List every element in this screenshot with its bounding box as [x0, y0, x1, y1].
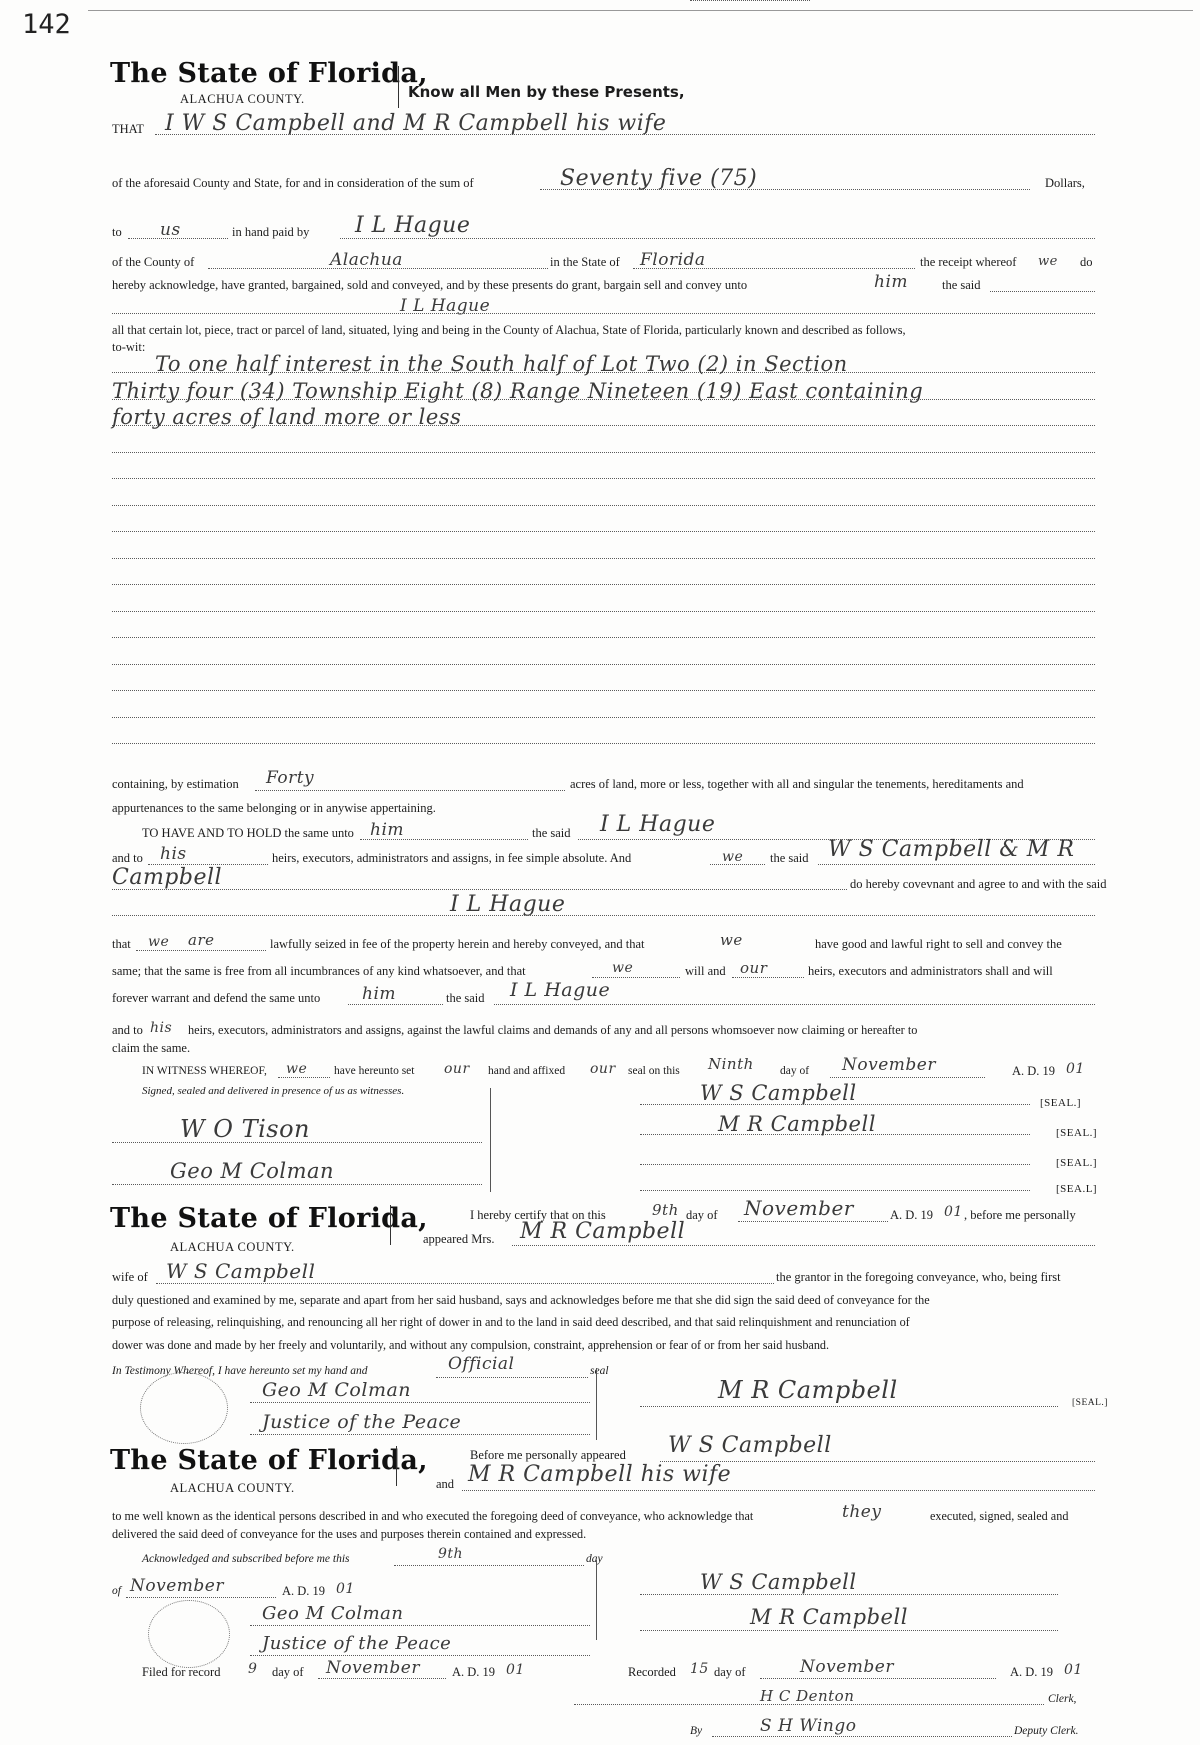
they-handwritten: they — [842, 1502, 882, 1522]
covenant-text: do hereby covevnant and agree to and with the said — [850, 877, 1107, 891]
and-handwritten: we — [722, 849, 744, 865]
seal-3: [SEAL.] — [1056, 1157, 1098, 1169]
witness-1-line — [112, 1142, 482, 1143]
receipt-label: the receipt whereof — [920, 255, 1017, 269]
ack-officer-line-2 — [250, 1655, 590, 1656]
grantors-handwritten: I W S Campbell and M R Campbell his wife — [165, 111, 667, 136]
officer-line-2 — [250, 1434, 590, 1435]
paid-by-label: in hand paid by — [232, 225, 310, 239]
paid-by-handwritten: I L Hague — [355, 213, 471, 238]
deputy-clerk-label: Deputy Clerk. — [1014, 1725, 1079, 1737]
person-2-line — [462, 1490, 1095, 1491]
iw-day-of-label: day of — [780, 1065, 810, 1077]
wife-signature: M R Campbell — [718, 1376, 898, 1404]
testimony-divider — [596, 1368, 597, 1440]
covenantors-handwritten-1: W S Campbell & M R — [828, 837, 1075, 862]
acres-handwritten: Forty — [266, 768, 315, 788]
covenant-line — [112, 889, 847, 890]
witness-divider — [490, 1088, 491, 1192]
filed-year-handwritten: 01 — [506, 1662, 525, 1678]
acknowledge-text: hereby acknowledge, have granted, bargained, sold and conveyed, and by these presents do grant, bargain sell and convey unto — [112, 278, 748, 292]
husband-handwritten: W S Campbell — [166, 1259, 316, 1283]
appeared-label: appeared Mrs. — [423, 1232, 495, 1246]
do-label: do — [1080, 255, 1093, 269]
dower-body-2: purpose of releasing, relinquishing, and renouncing all her right of dower in and to the land in said deed described, and that said relinquishment and renunciation of — [112, 1315, 910, 1329]
good-right-text: have good and lawful right to sell and convey the — [815, 937, 1062, 951]
iw-handwritten-2: our — [444, 1061, 470, 1077]
description-ruled-line — [112, 558, 1095, 559]
dower-before-me: , before me personally — [964, 1208, 1076, 1222]
county-heading: ALACHUA COUNTY. — [180, 92, 305, 106]
forever-text: forever warrant and defend the same unto — [112, 991, 321, 1005]
grantor-text: the grantor in the foregoing conveyance, who, being first — [776, 1270, 1061, 1284]
state-heading: The State of Florida, — [110, 58, 428, 89]
habendum-handwritten: him — [370, 820, 405, 840]
acres-line — [255, 790, 565, 791]
witness-2-line — [112, 1184, 482, 1185]
to-wit-label: to-wit: — [112, 340, 146, 354]
description-ruled-line — [112, 584, 1095, 585]
grantor-2-signature: M R Campbell — [718, 1112, 876, 1136]
testimony-handwritten: Official — [448, 1354, 515, 1374]
officer-line-1 — [250, 1402, 590, 1403]
description-ruled-line — [112, 717, 1095, 718]
dower-month-line — [738, 1221, 888, 1222]
dower-officer-signature: Geo M Colman — [262, 1379, 412, 1401]
in-witness-label: IN WITNESS WHEREOF, — [142, 1065, 267, 1077]
appeared-handwritten: M R Campbell — [520, 1219, 686, 1244]
ack-grantor-2-signature: M R Campbell — [750, 1605, 908, 1629]
dower-day-handwritten: 9th — [652, 1201, 679, 1219]
ack-before-me-text: Before me personally appeared — [470, 1448, 626, 1462]
consideration-text: of the aforesaid County and State, for and in consideration of the sum of — [112, 176, 474, 190]
signed-sealed-text: Signed, sealed and delivered in presence of us as witnesses. — [142, 1085, 405, 1097]
witness-2-signature: Geo M Colman — [170, 1159, 335, 1183]
description-ruled-line — [112, 664, 1095, 665]
description-line-2: Thirty four (34) Township Eight (8) Range Nineteen (19) East containing — [112, 379, 924, 403]
covenantors-line — [818, 864, 1095, 865]
acknowledged-text: Acknowledged and subscribed before me this — [142, 1553, 350, 1565]
iw-month-handwritten: November — [842, 1055, 936, 1075]
description-ruled-line — [112, 531, 1095, 532]
person-1-handwritten: W S Campbell — [668, 1433, 832, 1458]
person-2-handwritten: M R Campbell his wife — [468, 1462, 732, 1487]
sum-handwritten: Seventy five (75) — [560, 166, 758, 191]
witness-1-signature: W O Tison — [180, 1115, 311, 1143]
heading-brace — [398, 66, 399, 108]
unto-handwritten: him — [874, 272, 909, 292]
testimony-seal-word: seal — [590, 1365, 609, 1377]
that-handwritten-1: we — [148, 934, 170, 950]
appeared-line — [512, 1245, 1095, 1246]
county-handwritten: Alachua — [330, 250, 403, 270]
seal-1: [SEAL.] — [1040, 1097, 1082, 1109]
notary-seal-1 — [140, 1372, 228, 1444]
his-2-handwritten: his — [150, 1020, 173, 1036]
ack-ad: A. D. 19 — [282, 1584, 326, 1598]
recorded-day-of: day of — [714, 1665, 746, 1679]
testimony-text: In Testimony Whereof, I have hereunto set my hand and — [112, 1365, 368, 1377]
ack-and-label: and — [436, 1477, 455, 1491]
dower-day-of: day of — [686, 1208, 718, 1222]
covenant-grantee-line — [112, 915, 1095, 916]
will-and-label: will and — [685, 964, 726, 978]
ack-day-label: day — [586, 1553, 603, 1565]
and-to-label: and to — [112, 851, 143, 865]
sig-line-1 — [640, 1104, 1030, 1105]
dower-state-heading: The State of Florida, — [110, 1203, 428, 1234]
testimony-line — [436, 1377, 588, 1378]
by-label: By — [690, 1725, 703, 1737]
ack-brace — [396, 1446, 397, 1486]
all-that-text: all that certain lot, piece, tract or parcel of land, situated, lying and being in the County of Alachua, State of Florida, particularly known and described as follows, — [112, 323, 906, 337]
description-ruled-line — [112, 743, 1095, 744]
in-state-label: in the State of — [550, 255, 620, 269]
dower-officer-title: Justice of the Peace — [262, 1411, 462, 1433]
forever-said-label: the said — [446, 991, 485, 1005]
filed-ad: A. D. 19 — [452, 1665, 496, 1679]
seized-text: lawfully seized in fee of the property herein and hereby conveyed, and that — [270, 937, 645, 951]
ack-day-handwritten: 9th — [438, 1546, 464, 1562]
paid-by-line — [340, 238, 1095, 239]
habendum-said-label: the said — [532, 826, 571, 840]
delivered-text: delivered the said deed of conveyance for the uses and purposes therein contained and expressed. — [112, 1527, 587, 1541]
description-ruled-line — [112, 478, 1095, 479]
grantor-1-signature: W S Campbell — [700, 1081, 857, 1105]
iw-year-handwritten: 01 — [1066, 1061, 1085, 1077]
description-line-3: forty acres of land more or less — [112, 405, 462, 429]
filed-month-handwritten: November — [326, 1658, 420, 1678]
to-handwritten: us — [160, 220, 181, 240]
seal-2: [SEAL.] — [1056, 1127, 1098, 1139]
seal-4: [SEA.L] — [1056, 1183, 1098, 1195]
ack-month-handwritten: November — [130, 1576, 224, 1596]
covenantors-handwritten-2: Campbell — [112, 865, 223, 890]
description-ruled-line — [112, 452, 1095, 453]
page-top-rule — [88, 10, 1193, 11]
habendum-label: TO HAVE AND TO HOLD the same unto — [142, 826, 354, 840]
ack-grantor-1-signature: W S Campbell — [700, 1570, 857, 1594]
recorded-month-handwritten: November — [800, 1657, 894, 1677]
deputy-line — [712, 1736, 1012, 1737]
acres-text: acres of land, more or less, together with all and singular the tenements, hereditaments and — [570, 777, 1024, 791]
ack-state-heading: The State of Florida, — [110, 1445, 428, 1476]
ack-county-heading: ALACHUA COUNTY. — [170, 1481, 295, 1495]
ack-divider — [596, 1560, 597, 1640]
sig-line-4 — [640, 1190, 1030, 1191]
description-ruled-line — [112, 690, 1095, 691]
ack-officer-line-1 — [250, 1625, 590, 1626]
description-ruled-line — [112, 637, 1095, 638]
know-all-men: Know all Men by these Presents, — [408, 83, 685, 101]
wife-seal: [SEAL.] — [1072, 1398, 1108, 1408]
free-from-text: same; that the same is free from all incumbrances of any kind whatsoever, and that — [112, 964, 526, 978]
containing-label: containing, by estimation — [112, 777, 239, 791]
to-label: to — [112, 225, 122, 239]
dower-body-3: dower was done and made by her freely and voluntarily, and without any compulsion, constraint, apprehension or fear of or from her said husband. — [112, 1338, 830, 1352]
state-handwritten: Florida — [640, 250, 706, 270]
heirs-fee-text: heirs, executors, administrators and assigns, in fee simple absolute. And — [272, 851, 632, 865]
dower-county-heading: ALACHUA COUNTY. — [170, 1240, 295, 1254]
iw-ad-label: A. D. 19 — [1012, 1064, 1056, 1078]
description-ruled-line — [112, 505, 1095, 506]
appurtenances-text: appurtenances to the same belonging or in anywise appertaining. — [112, 801, 436, 815]
iw-handwritten-3: our — [590, 1061, 616, 1077]
dower-year-handwritten: 01 — [944, 1204, 963, 1220]
notary-seal-2 — [148, 1600, 230, 1668]
well-known-text: to me well known as the identical persons described in and who executed the foregoing deed of conveyance, who acknowledge that — [112, 1509, 754, 1523]
executed-text: executed, signed, sealed and — [930, 1509, 1069, 1523]
seal-on-text: seal on this — [628, 1065, 680, 1077]
ack-year-handwritten: 01 — [336, 1581, 355, 1597]
clerk-signature: H C Denton — [760, 1687, 855, 1705]
page-number: 142 — [22, 9, 71, 40]
certify-text: I hereby certify that on this — [470, 1208, 606, 1222]
recorded-year-handwritten: 01 — [1064, 1662, 1083, 1678]
filed-day-handwritten: 9 — [248, 1661, 258, 1677]
ack-officer-signature: Geo M Colman — [262, 1603, 404, 1624]
recorded-label: Recorded — [628, 1665, 676, 1679]
grantee-line — [112, 313, 1095, 314]
receipt-handwritten: we — [1038, 254, 1058, 269]
ack-sig-line-2 — [640, 1630, 1058, 1631]
recorded-ad: A. D. 19 — [1010, 1665, 1054, 1679]
dollars-label: Dollars, — [1045, 176, 1085, 190]
wife-signature-line — [640, 1406, 1058, 1407]
that-label: THAT — [112, 122, 144, 136]
iw-day-handwritten: Ninth — [708, 1055, 754, 1073]
dower-month-handwritten: November — [744, 1196, 854, 1220]
recorded-day-handwritten: 15 — [690, 1661, 709, 1677]
clerk-label: Clerk, — [1048, 1693, 1077, 1705]
that-handwritten-2: are — [188, 931, 215, 949]
deputy-signature: S H Wingo — [760, 1716, 857, 1736]
hand-affixed-text: hand and affixed — [488, 1065, 566, 1077]
forever-handwritten: him — [362, 984, 397, 1004]
the-said-line — [990, 291, 1095, 292]
ack-of-label: of — [112, 1585, 121, 1597]
dower-body-1: duly questioned and examined by me, separate and apart from her said husband, says and acknowledges before me that she did sign the said deed of conveyance for the — [112, 1293, 930, 1307]
grantee-handwritten: I L Hague — [400, 296, 491, 316]
forever-grantee-handwritten: I L Hague — [510, 979, 611, 1001]
heirs-exec-text: heirs, executors and administrators shall and will — [808, 964, 1053, 978]
dower-brace — [390, 1205, 391, 1245]
ack-day-line — [394, 1565, 584, 1566]
seized-we-line — [690, 0, 810, 1]
forever-grantee-line — [494, 1004, 1095, 1005]
habendum-grantee-handwritten: I L Hague — [600, 812, 716, 837]
iw-month-line — [830, 1077, 985, 1078]
sig-line-3 — [640, 1164, 1030, 1165]
his-handwritten: his — [160, 844, 187, 864]
of-county-label: of the County of — [112, 255, 195, 269]
covenant-grantee-handwritten: I L Hague — [450, 892, 566, 917]
that-text-label: that — [112, 937, 131, 951]
free-handwritten-2: our — [740, 959, 768, 977]
dower-ad: A. D. 19 — [890, 1208, 934, 1222]
and-said-label: the said — [770, 851, 809, 865]
description-line-1: To one half interest in the South half of Lot Two (2) in Section — [155, 352, 848, 376]
ack-officer-title: Justice of the Peace — [262, 1633, 452, 1654]
free-handwritten-1: we — [612, 960, 634, 976]
the-said-label: the said — [942, 278, 981, 292]
wife-of-label: wife of — [112, 1270, 148, 1284]
husband-line — [156, 1283, 774, 1284]
filed-label: Filed for record — [142, 1665, 221, 1679]
hereunto-text: have hereunto set — [334, 1065, 415, 1077]
filed-day-of: day of — [272, 1665, 304, 1679]
iw-handwritten-1: we — [286, 1061, 308, 1077]
against-text: heirs, executors, administrators and assigns, against the lawful claims and demands of any and all persons whomsoever now claiming or hereafter to — [188, 1023, 918, 1037]
claim-text: claim the same. — [112, 1041, 191, 1055]
ack-sig-line-1 — [640, 1594, 1058, 1595]
description-ruled-line — [112, 611, 1095, 612]
sig-line-2 — [640, 1134, 1030, 1135]
and-to-2-label: and to — [112, 1023, 143, 1037]
seized-handwritten: we — [720, 931, 743, 949]
